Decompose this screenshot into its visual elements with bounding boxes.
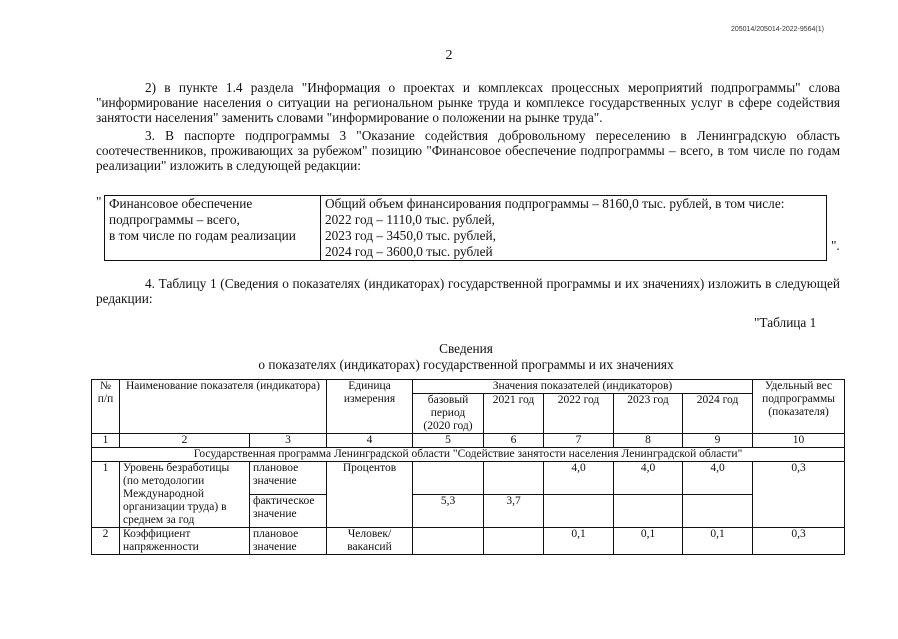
header-unit: Единица измерения: [327, 380, 413, 434]
plan-label: плановое значение: [250, 462, 327, 495]
passport-value-line: 2023 год – 3450,0 тыс. рублей,: [325, 228, 496, 243]
value-cell: [413, 462, 484, 495]
table-row: [92, 462, 845, 495]
fact-label: фактическое значение: [250, 495, 327, 528]
table-row: [92, 528, 845, 555]
passport-label-line: Финансовое обеспечение: [109, 196, 253, 211]
table-title: Сведения: [439, 341, 493, 356]
header-base: базовый период (2020 год): [413, 394, 484, 434]
passport-label-line: [109, 244, 316, 260]
value-cell: [413, 528, 484, 555]
passport-value-line: 2024 год – 3600,0 тыс. рублей: [325, 244, 493, 259]
value-cell: 4,0: [614, 462, 683, 495]
header-values-group: Значения показателей (индикаторов): [413, 380, 753, 394]
table-caption: "Таблица 1: [754, 315, 817, 330]
value-cell: 0,1: [544, 528, 614, 555]
header-2023: 2023 год: [614, 394, 683, 434]
unit-cell: Человек/ вакансий: [327, 528, 413, 555]
column-number-row: [92, 434, 845, 448]
passport-label-line: в том числе по годам реализации: [109, 228, 296, 243]
value-cell: 5,3: [413, 495, 484, 528]
header-name: Наименование показателя (индикатора): [120, 380, 327, 434]
table-subtitle: о показателях (индикаторах) государственной программы и их значениях: [258, 357, 674, 372]
column-number: 5: [413, 434, 484, 448]
row-num: 2: [92, 528, 120, 555]
document-id: 205014/205014-2022-9564(1): [730, 26, 824, 33]
program-row: Государственная программа Ленинградской области "Содействие занятости населения Ленинградской области": [92, 448, 845, 462]
column-number: 6: [484, 434, 544, 448]
header-2021: 2021 год: [484, 394, 544, 434]
unit-cell: Процентов: [327, 462, 413, 528]
value-cell: [484, 462, 544, 495]
value-cell: 3,7: [484, 495, 544, 528]
passport-value: [321, 196, 827, 261]
value-cell: 4,0: [683, 462, 753, 495]
value-cell: 0,1: [614, 528, 683, 555]
indicator-name: Уровень безработицы (по методологии Международной организации труда) в среднем за год: [120, 462, 250, 528]
paragraph-item-3: 3. В паспорте подпрограммы 3 "Оказание содействия добровольному переселению в Ленинградскую область соотечественников, проживающих за рубежом" позицию "Финансовое обеспечение подпрограммы – всего, в том числе по годам реализации" изложить в следующей редакции:: [96, 128, 840, 173]
value-cell: 4,0: [544, 462, 614, 495]
column-number: 10: [753, 434, 845, 448]
close-quote: ".: [831, 238, 840, 253]
indicators-table: [91, 379, 845, 555]
passport-table: [104, 195, 827, 261]
value-cell: [484, 528, 544, 555]
header-2024: 2024 год: [683, 394, 753, 434]
passport-label: [105, 196, 321, 261]
header-num: № п/п: [92, 380, 120, 434]
column-number: 8: [614, 434, 683, 448]
column-number: 3: [250, 434, 327, 448]
value-cell: [614, 495, 683, 528]
column-number: 1: [92, 434, 120, 448]
column-number: 2: [120, 434, 250, 448]
column-number: 7: [544, 434, 614, 448]
value-cell: 0,1: [683, 528, 753, 555]
row-num: 1: [92, 462, 120, 528]
paragraph-item-4: 4. Таблицу 1 (Сведения о показателях (индикаторах) государственной программы и их значениях) изложить в следующей редакции:: [96, 276, 840, 306]
value-cell: [544, 495, 614, 528]
column-number: 9: [683, 434, 753, 448]
passport-value-line: Общий объем финансирования подпрограммы – 8160,0 тыс. рублей, в том числе:: [325, 196, 785, 211]
passport-value-line: 2022 год – 1110,0 тыс. рублей,: [325, 212, 495, 227]
page-number: 2: [445, 48, 453, 63]
plan-label: плановое значение: [250, 528, 327, 555]
header-2022: 2022 год: [544, 394, 614, 434]
indicator-name: Коэффициент напряженности: [120, 528, 250, 555]
paragraph-item-2: 2) в пункте 1.4 раздела "Информация о проектах и комплексах процессных мероприятий подпрограммы" слова "информирование населения о ситуации на региональном рынке труда и комплексе государственных услуг в сфере содействия занятости населения" заменить словами "информирование о положении на рынке труда".: [96, 80, 840, 125]
header-weight: Удельный вес подпрограммы (показателя): [753, 380, 845, 434]
open-quote: ": [96, 194, 102, 209]
value-cell: [683, 495, 753, 528]
weight-cell: 0,3: [753, 528, 845, 555]
weight-cell: 0,3: [753, 462, 845, 528]
column-number: 4: [327, 434, 413, 448]
passport-label-line: подпрограммы – всего,: [109, 212, 240, 227]
